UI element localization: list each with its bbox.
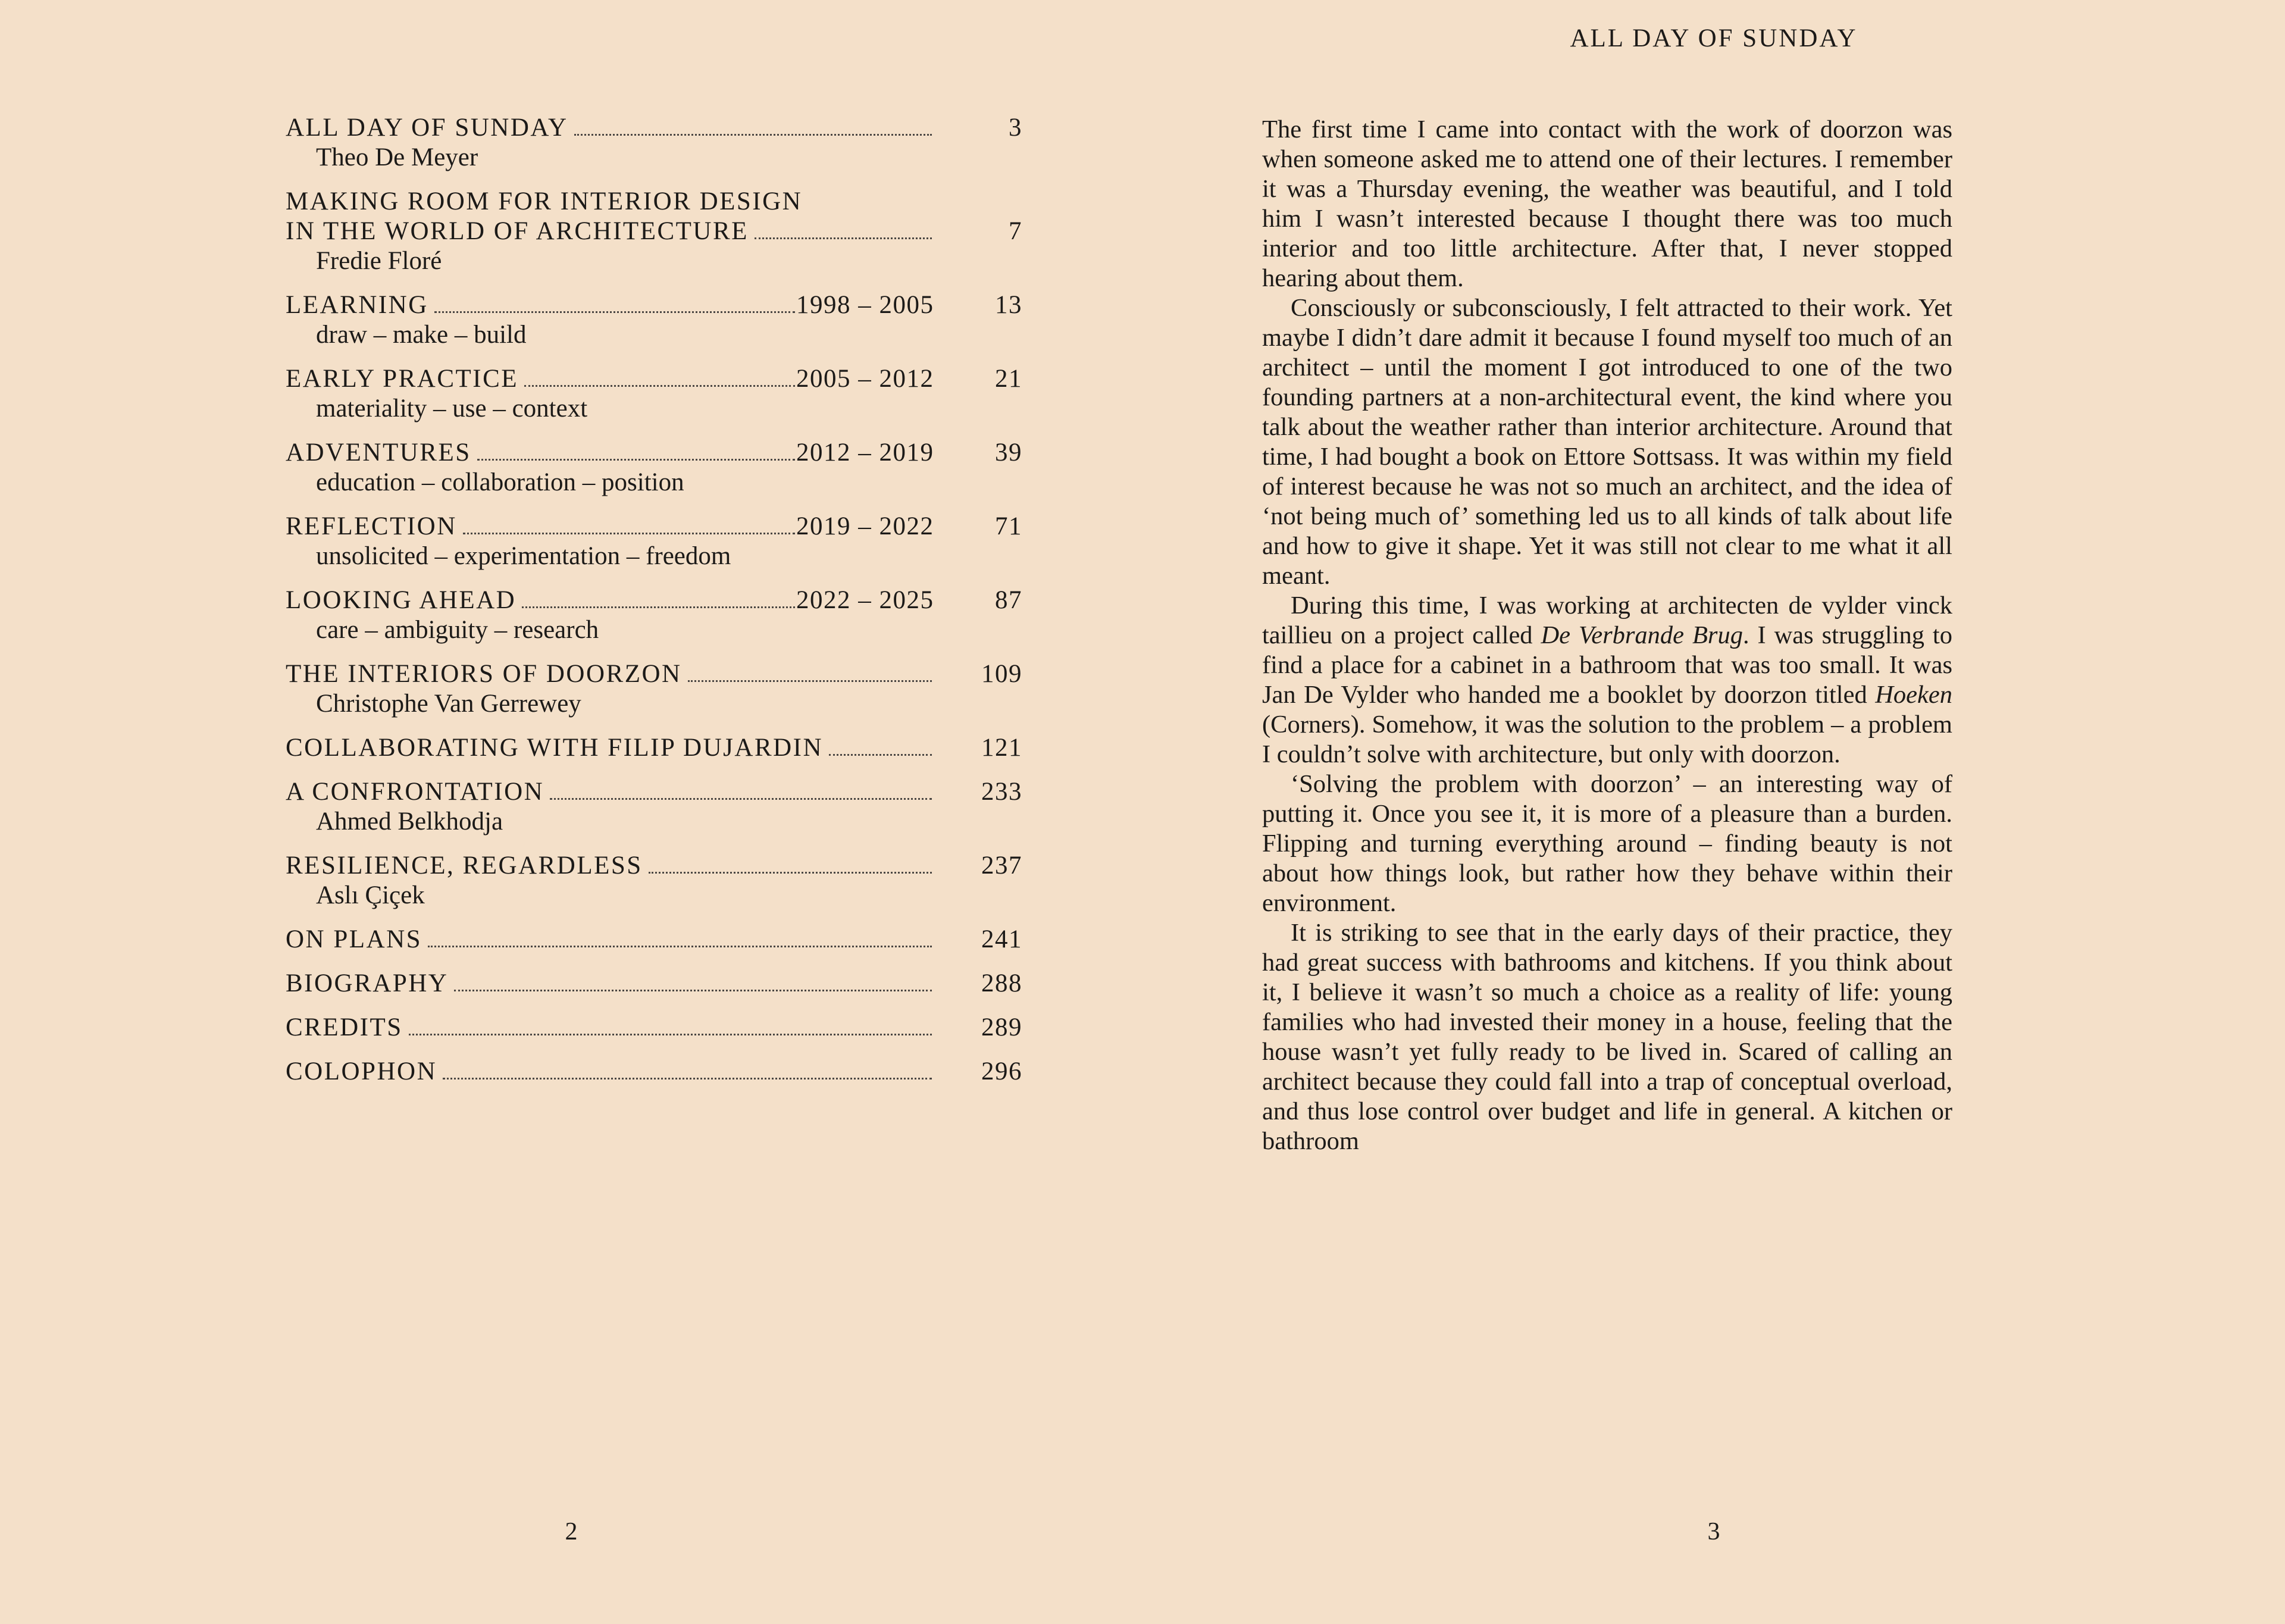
toc-subtitle: Theo De Meyer: [316, 143, 478, 171]
toc-title: COLLABORATING WITH FILIP DUJARDIN: [286, 734, 824, 762]
text-run: It is striking to see that in the early days of their practice, they had great success with bathrooms and kitchens. If you think about it, I believe it wasn’t so much a choice as a reality of life: young families who had invested their money in a house, feeling that the house wasn’t yet fully ready to be lived in. Scared of calling an architect because they could fall into a trap of conceptual overload, and thus lose control over budget and life in general. A kitchen or bathroom: [1262, 919, 1952, 1155]
toc-page-number: 87: [995, 586, 1022, 614]
toc-page-number: 109: [981, 660, 1022, 688]
text-run: During this time, I was working at architecten de vylder vinck taillieu on a project called: [1262, 592, 1952, 649]
toc-entry: [286, 659, 1022, 719]
toc-title: LEARNING: [286, 291, 428, 319]
toc-subtitle: Ahmed Belkhodja: [316, 808, 503, 836]
right-page: [1142, 0, 2285, 1624]
toc-subtitle: education – collaboration – position: [316, 468, 684, 496]
toc-page-number: 233: [981, 778, 1022, 806]
toc-title: EARLY PRACTICE: [286, 365, 519, 393]
dot-leader: [522, 606, 795, 608]
toc-title-line: MAKING ROOM FOR INTERIOR DESIGN: [286, 187, 803, 215]
dot-leader: [688, 680, 932, 682]
toc-title: ADVENTURES: [286, 439, 471, 467]
dot-leader: [524, 385, 795, 387]
dot-leader: [463, 533, 795, 534]
toc-years: 2022 – 2025: [796, 586, 934, 614]
toc-title: A CONFRONTATION: [286, 778, 544, 806]
toc-subtitle: Christophe Van Gerrewey: [316, 690, 581, 718]
toc-subtitle: care – ambiguity – research: [316, 616, 599, 644]
paragraph: [1262, 293, 1952, 591]
dot-leader: [443, 1078, 932, 1079]
toc-title: LOOKING AHEAD: [286, 586, 517, 614]
page-number-left: 2: [565, 1518, 578, 1545]
toc-title: ALL DAY OF SUNDAY: [286, 114, 568, 142]
toc-years: 2005 – 2012: [796, 365, 934, 393]
toc-title: ON PLANS: [286, 925, 422, 953]
toc-subtitle: materiality – use – context: [316, 395, 588, 423]
text-run: Consciously or subconsciously, I felt attracted to their work. Yet maybe I didn’t dare admit it because I found myself too much of an architect – until the moment I got introduced to one of the two founding partners at a non-architectural event, the kind where you talk about the weather rather than interior architecture. Around that time, I had bought a book on Ettore Sottsass. It was within my field of interest because he was not so much an architect, and the idea of ‘not being much of’ something led us to all kinds of talk about life and how to give it shape. Yet it was still not clear to me what it all meant.: [1262, 294, 1952, 590]
dot-leader: [477, 459, 795, 461]
toc-page-number: 3: [1009, 114, 1022, 142]
toc-title: RESILIENCE, REGARDLESS: [286, 852, 643, 880]
dot-leader: [454, 990, 932, 991]
text-run: (Corners). Somehow, it was the solution to the problem – a problem I couldn’t solve with architecture, but only with doorzon.: [1262, 711, 1952, 768]
dot-leader: [574, 134, 932, 136]
toc-title: IN THE WORLD OF ARCHITECTURE: [286, 217, 749, 245]
toc-entry: [286, 438, 1022, 497]
toc-entry: [286, 364, 1022, 424]
text-run: The first time I came into contact with the work of doorzon was when someone asked me to attend one of their lectures. I remember it was a Thursday evening, the weather was beautiful, and I told him I wasn’t interested because I thought there was too much interior and too little architecture. After that, I never stopped hearing about them.: [1262, 115, 1952, 292]
text-run: ‘Solving the problem with doorzon’ – an interesting way of putting it. Once you see it, it is more of a pleasure than a burden. Flipping and turning everything around – finding beauty is not about how things look, but rather how they behave within their environment.: [1262, 770, 1952, 917]
paragraph: [1262, 591, 1952, 769]
toc-subtitle: Aslı Çiçek: [316, 881, 425, 909]
toc-years: 2012 – 2019: [796, 439, 934, 467]
toc-page-number: 71: [995, 512, 1022, 540]
toc-entry: [286, 969, 1022, 999]
toc-entry: [286, 586, 1022, 645]
toc-title: THE INTERIORS OF DOORZON: [286, 660, 682, 688]
toc-page-number: 288: [981, 969, 1022, 997]
italic-title: Hoeken: [1875, 681, 1952, 709]
dot-leader: [428, 946, 932, 947]
toc-page-number: 121: [981, 734, 1022, 762]
essay-text: [1262, 115, 1952, 1156]
paragraph: [1262, 115, 1952, 293]
toc-page-number: 237: [981, 852, 1022, 880]
toc-title: CREDITS: [286, 1013, 403, 1041]
dot-leader: [409, 1034, 932, 1035]
toc-title: BIOGRAPHY: [286, 969, 449, 997]
toc-page-number: 39: [995, 439, 1022, 467]
paragraph: [1262, 769, 1952, 918]
toc-page-number: 13: [995, 291, 1022, 319]
toc-subtitle: Fredie Floré: [316, 247, 442, 275]
toc-page-number: 241: [981, 925, 1022, 953]
toc-title: REFLECTION: [286, 512, 457, 540]
paragraph: [1262, 918, 1952, 1156]
toc-entry: [286, 512, 1022, 571]
toc-subtitle: draw – make – build: [316, 321, 527, 349]
toc-title: COLOPHON: [286, 1057, 437, 1085]
toc-page-number: 7: [1009, 217, 1022, 245]
dot-leader: [755, 237, 932, 239]
toc-entry: [286, 1013, 1022, 1043]
running-head: ALL DAY OF SUNDAY: [1570, 24, 1858, 52]
toc-entry: [286, 1057, 1022, 1087]
toc-entry: [286, 113, 1022, 173]
dot-leader: [649, 872, 932, 874]
toc-page-number: 296: [981, 1057, 1022, 1085]
toc-years: 2019 – 2022: [796, 512, 934, 540]
toc-years: 1998 – 2005: [796, 291, 934, 319]
toc-entry: [286, 187, 1022, 276]
toc-entry: [286, 290, 1022, 350]
italic-title: De Verbrande Brug: [1541, 621, 1743, 649]
toc-entry: [286, 851, 1022, 910]
toc-entry: [286, 733, 1022, 763]
text-run: . I was struggling to find a place for a cabinet in a bathroom that was too small. It was Jan De Vylder who handed me a booklet by doorzon titled: [1262, 621, 1952, 709]
toc-subtitle: unsolicited – experimentation – freedom: [316, 542, 731, 570]
left-page: [0, 0, 1142, 1624]
page-number-right: 3: [1707, 1518, 1720, 1545]
dot-leader: [829, 754, 932, 756]
dot-leader: [434, 311, 795, 313]
toc-page-number: 21: [995, 365, 1022, 393]
toc-entry: [286, 777, 1022, 837]
toc-page-number: 289: [981, 1013, 1022, 1041]
table-of-contents: [286, 113, 1022, 1101]
dot-leader: [550, 798, 932, 800]
toc-entry: [286, 925, 1022, 955]
